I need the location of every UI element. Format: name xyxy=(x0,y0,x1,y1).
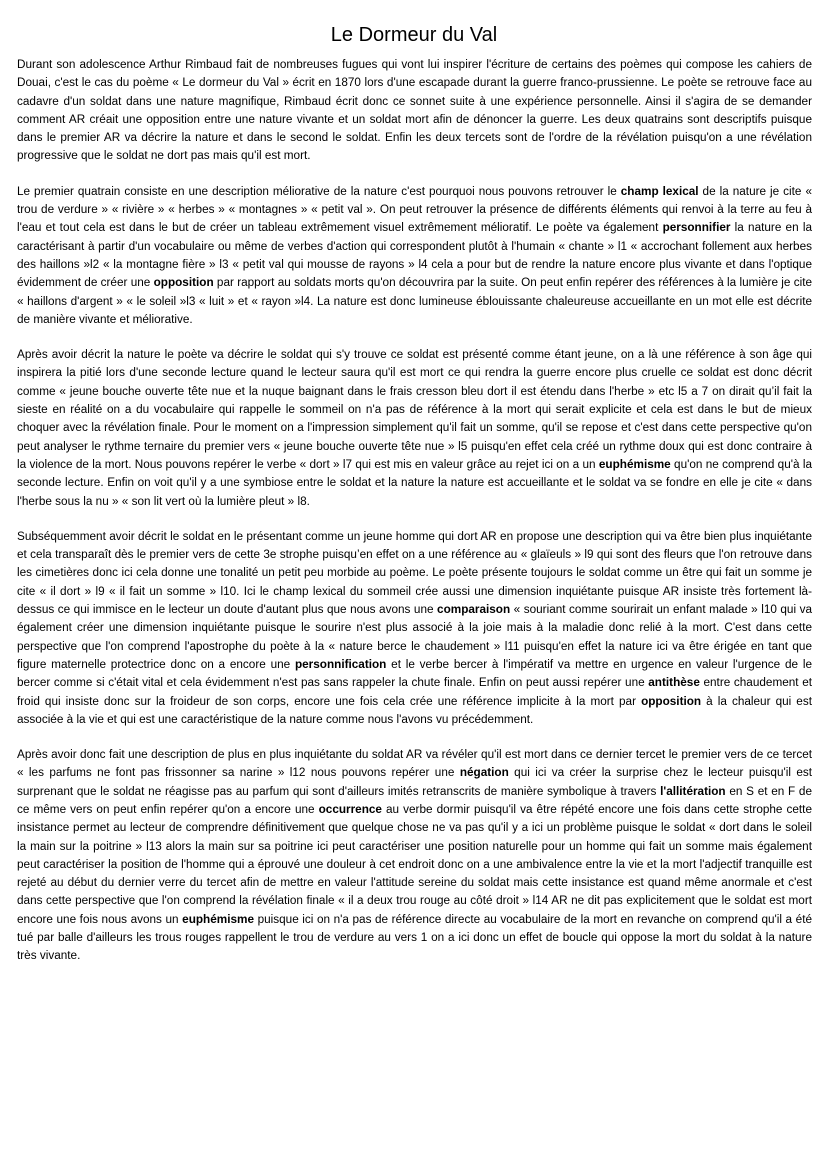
bold-term: comparaison xyxy=(437,603,511,617)
bold-term: euphémisme xyxy=(598,457,671,471)
bold-term: champ lexical xyxy=(620,184,699,198)
text-segment: au verbe dormir puisqu'il va être répété encore une fois dans cette strophe cette insistance permet au lecteur de comprendre définitivement que quelque chose ne va pas qu'il y a ici un problème puisque le soldat « dort dans le soleil la main sur la poitrine » l13 alors la main sur sa poitrine ici peut caractériser une position naturelle pour un homme qui fait un somme mais également peut caractériser la position de l'homme qui a éprouvé une douleur à cet endroit donc on a une ambivalence entre la vie et la mort l'adjectif tranquille est rejeté au début du dernier verre du tercet afin de mettre en valeur l'attitude sereine du soldat mais cette insistance est quand même anormale et c'est dans cette perspective que l'on comprend la révélation finale « il a deux trou rouge au côté droit » l14 AR ne dit pas explicitement que le soldat est mort encore une fois nous avons un xyxy=(17,802,812,926)
bold-term: l'allitération xyxy=(660,784,726,798)
text-segment: puisque ici on n'a pas de référence directe au vocabulaire de la mort en revanche on comprend qu'il a été tué par balle d'ailleurs les trous rouges rappellent le trou de verdure au vers 1 on a ici donc un effet de boucle qui oppose la mort du soldat à la nature très vivante. xyxy=(17,912,812,963)
paragraph-3 xyxy=(17,346,812,511)
document-body xyxy=(17,56,812,983)
paragraph-4 xyxy=(17,528,812,729)
text-segment: de la nature je cite « trou de verdure » « rivière » « herbes » « montagnes » « petit val ». On peut retrouver la présence de différents éléments qui renvoi à la terre au feu à l'eau et tout cela est dans le but de créer un tableau extrêmement visuel extrêmement mélioratif. Le poète va également xyxy=(17,184,812,235)
text-segment: entre chaudement et froid qui insiste donc sur la froideur de son corps, encore une fois cela crée une référence implicite à la mort par xyxy=(17,676,812,708)
text-segment: Après avoir donc fait une description de plus en plus inquiétante du soldat AR va révéler qu'il est mort dans ce dernier tercet le premier vers de ce tercet « les parfums ne font pas frissonner sa narine » l12 nous pouvons repérer une xyxy=(17,748,812,780)
bold-term: personnification xyxy=(294,657,387,671)
paragraph-5 xyxy=(17,746,812,966)
text-segment: et le verbe bercer à l'impératif va mettre en urgence en valeur l'urgence de le bercer comme si c'était vital et cela évidemment n'est pas sans rappeler la chute finale. Enfin on peut aussi repérer une xyxy=(17,657,812,690)
bold-term: opposition xyxy=(153,276,214,290)
text-segment: qu'on ne comprend qu'à la seconde lecture. Enfin on voit qu'il y a une symbiose entre le soldat et la nature la nature est accueillante et le soldat va se fondre en elle je cite « dans l'herbe sous la nu » « son lit vert où la lumière pleut » l8. xyxy=(17,457,812,508)
paragraph-2 xyxy=(17,183,812,329)
text-segment: « souriant comme sourirait un enfant malade » l10 qui va également créer une dimension inquiétante puisque le sourire n'est plus associé à la joie mais à la maladie donc relié à la mort. C'est dans cette perspective que l'on comprend l'apostrophe du poète à la « nature berce le chaudement » l11 puisqu'en effet la nature ici va être érigée en tant que figure maternelle protectrice donc on a encore une xyxy=(17,603,812,671)
document-title: Le Dormeur du Val xyxy=(330,24,498,46)
text-segment: Durant son adolescence Arthur Rimbaud fait de nombreuses fugues qui vont lui inspirer l'écriture de certains des poèmes qui compose les cahiers de Douai, c'est le cas du poème « Le dormeur du Val » écrit en 1870 lors d'une escapade durant la guerre franco-prussienne. Le poète se retrouve face au cadavre d'un soldat dans une nature magnifique, Rimbaud écrit donc ce sonnet suite à une expérience personnelle. Ainsi il s'agira de se demander comment AR créait une opposition entre une nature vivante et un soldat mort afin de dénoncer la guerre. Les deux quatrains sont descriptifs puisque dans le premier AR va décrire la nature et dans le second le soldat. Enfin les deux tercets sont de l'ordre de la révélation puisqu'on a une révélation progressive que le soldat ne dort pas mais qu'il est mort. xyxy=(17,58,812,163)
text-segment: la nature en la caractérisant à partir d'un vocabulaire ou même de verbes d'action qui correspondent plutôt à l'humain « chante » l1 « accrochant follement aux herbes des haillons »l2 « la montagne fière » l3 « petit val qui mousse de rayons » l4 cela a pour but de rendre la nature encore plus vivante et dans l'optique évidemment de créer une xyxy=(17,221,812,290)
text-segment: Après avoir décrit la nature le poète va décrire le soldat qui s'y trouve ce soldat est présenté comme étant jeune, on a là une référence à son âge qui inspirera la pitié lors d'une seconde lecture quand le lecteur saura qu'il est mort ce qui rendra la guerre encore plus cruelle ce soldat est donc décrit comme « jeune bouche ouverte tête nue et la nuque baignant dans le frais cresson bleu dort il est étendu dans l'herbe » etc l5 a 7 on dirait qu’il fait la sieste en réalité on a du vocabulaire qui rappelle le sommeil on n'a pas de référence à la mort qui serait explicite et cela est dans le but de mieux choquer avec la révélation finale. Pour le moment on a l'impression simplement qu'il fait un somme, qu'il se repose et c'est dans cette perspective qu'on peut analyser le rythme ternaire du premier vers « jeune bouche ouverte tête nue » l5 puisqu'en effet cela créé un rythme doux qui est donc contraire à la violence de la mort. Nous pouvons repérer le verbe « dort » l7 qui est mis en valeur grâce au rejet ici on a un xyxy=(17,348,812,471)
bold-term: antithèse xyxy=(648,676,700,690)
bold-term: opposition xyxy=(641,694,702,708)
bold-term: négation xyxy=(459,766,509,780)
text-segment: Subséquemment avoir décrit le soldat en le présentant comme un jeune homme qui dort AR en propose une description qui va être bien plus inquiétante et cela transparaît dès le premier vers de cette 3e strophe puisqu’en effet on a une référence au « glaïeuls » l9 qui sont des fleurs que l'on retrouve dans les cimetières donc ici cela donne une tonalité un petit peu morbide au poème. Le poète présente toujours le soldat comme un être qui fait un somme je cite « il dort » l9 « il fait un somme » l10. Ici le champ lexical du sommeil crée aussi une dimension inquiétante puisque AR insiste très fortement là-dessus ce qui immisce en le lecteur un doute d'autant plus que nous avons une xyxy=(17,529,812,617)
bold-term: personnifier xyxy=(662,221,731,235)
text-segment: à la chaleur qui est associée à la vie et qui est une caractéristique de la nature comme nous l'avons vu précédemment. xyxy=(17,694,812,726)
text-segment: qui ici va créer la surprise chez le lecteur puisqu'il est surprenant que le soldat ne réagisse pas au parfum qui sont d'ailleurs imités retranscrits de manière symbolique à travers xyxy=(17,766,813,798)
bold-term: occurrence xyxy=(318,802,382,816)
bold-term: euphémisme xyxy=(182,912,254,926)
paragraph-1 xyxy=(17,56,812,166)
text-segment: Le premier quatrain consiste en une description méliorative de la nature c'est pourquoi nous pouvons retrouver le xyxy=(17,184,621,198)
text-segment: en S et en F de ce même vers on peut enfin repérer qu'on a encore une xyxy=(17,784,812,816)
text-segment: par rapport au soldats morts qu'on découvrira par la suite. On peut enfin repérer des références à la lumière je cite « haillons d'argent » « le soleil »l3 « luit » et « rayon »l4. La nature est donc lumineuse éblouissante chaleureuse accueillante en un mot elle est décrite de manière vivante et méliorative. xyxy=(17,276,812,326)
